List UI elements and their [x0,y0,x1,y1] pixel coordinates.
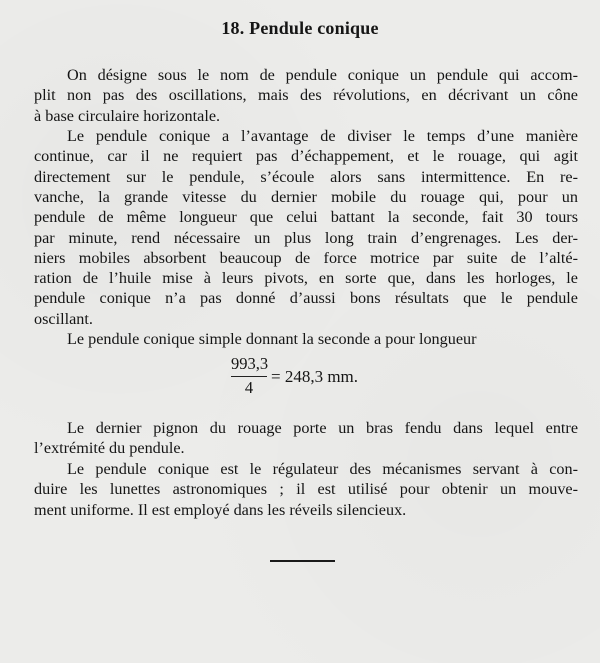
text-line: l’extrémité du pendule. [34,439,185,458]
section-end-rule [270,560,335,562]
text-line: Le dernier pignon du rouage porte un bras fendu dans lequel entre [67,419,578,437]
text-line: par minute, rend nécessaire un plus long train d’engrenages. Les der- [34,228,578,247]
fraction-denominator: 4 [244,378,254,397]
text-line: Le pendule conique a l’avantage de diviser le temps d’une manière [67,127,578,145]
text-line: continue, car il ne requiert pas d’échappement, et le rouage, qui agit [34,147,578,166]
text-line: ration de l’huile mise à leurs pivots, en sorte que, dans les horloges, le [34,269,578,288]
formula [0,354,600,404]
text-line: plit non pas des oscillations, mais des révolutions, en décrivant un cône [34,86,578,105]
fraction [231,354,267,398]
text-line: pendule de même longueur que celui battant la seconde, fait 30 tours [34,208,578,227]
section-title: 18. Pendule conique [221,18,379,38]
fraction-numerator: 993,3 [231,354,269,373]
formula-result: = 248,3 mm. [271,367,359,386]
text-line: niers mobiles absorbent beaucoup de force motrice par suite de l’alté- [34,248,578,267]
text-line: pendule conique n’a pas donné d’aussi bons résultats que le pendule [34,289,578,308]
text-line: directement sur le pendule, s’écoule alors sans intermittence. En re- [34,167,578,186]
text-line: Le pendule conique est le régulateur des mécanismes servant à con- [67,460,578,478]
text-line: à base circulaire horizontale. [34,106,221,125]
fraction-bar [231,376,267,377]
text-line: vanche, la grande vitesse du dernier mobile du rouage qui, pour un [34,187,578,206]
text-line: duire les lunettes astronomiques ; il est utilisé pour obtenir un mouve- [34,480,578,499]
text-line: oscillant. [34,309,93,328]
text-line: Le pendule conique simple donnant la seconde a pour longueur [67,330,477,348]
text-line: On désigne sous le nom de pendule conique un pendule qui accom- [67,66,578,84]
text-line: ment uniforme. Il est employé dans les réveils silencieux. [34,500,407,519]
